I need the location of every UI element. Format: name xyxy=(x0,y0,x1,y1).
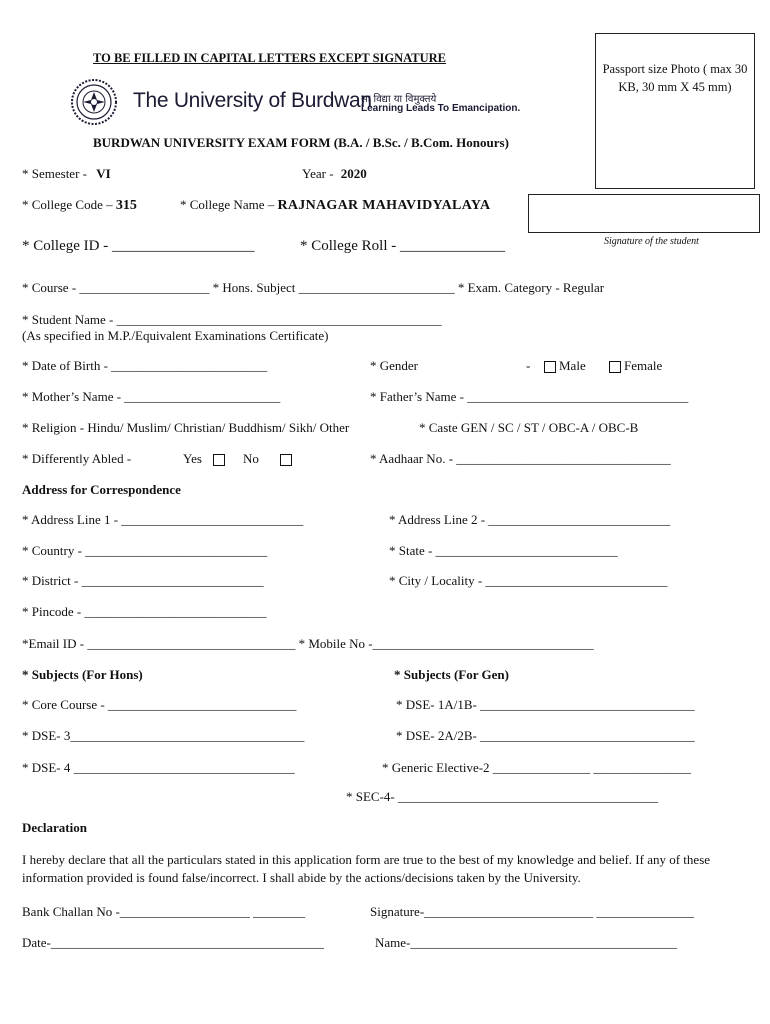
no-checkbox[interactable] xyxy=(280,454,292,466)
student-name-note: (As specified in M.P./Equivalent Examinations Certificate) xyxy=(22,328,329,343)
address-line-1-field[interactable]: * Address Line 1 - ____________________________ xyxy=(22,512,304,527)
college-id-field[interactable]: * College ID - ___________________ xyxy=(22,238,255,254)
student-name-field[interactable]: * Student Name - __________________________________________________ xyxy=(22,312,442,327)
form-title: BURDWAN UNIVERSITY EXAM FORM (B.A. / B.Sc. / B.Com. Honours) xyxy=(93,135,509,150)
university-motto-english: Learning Leads To Emancipation. xyxy=(361,103,521,114)
core-course-field[interactable]: * Core Course - _____________________________ xyxy=(22,697,297,712)
year-field[interactable] xyxy=(302,166,367,182)
college-code-field[interactable] xyxy=(22,197,137,214)
fathers-name-field[interactable]: * Father’s Name - __________________________________ xyxy=(370,389,689,404)
college-code-label: * College Code – xyxy=(22,197,113,212)
course-hons-category-line[interactable]: * Course - ____________________ * Hons. Subject ________________________ * Exam. Category - Regular xyxy=(22,280,605,295)
dse-2a-2b-field[interactable]: * DSE- 2A/2B- _________________________________ xyxy=(396,728,695,743)
date-of-birth-field[interactable]: * Date of Birth - ________________________ xyxy=(22,358,268,373)
address-line-2-field[interactable]: * Address Line 2 - ____________________________ xyxy=(389,512,671,527)
declaration-heading: Declaration xyxy=(22,820,87,835)
email-mobile-line[interactable]: *Email ID - ________________________________ * Mobile No -__________________________________ xyxy=(22,636,594,651)
sec-4-field[interactable]: * SEC-4- ________________________________________ xyxy=(346,789,658,804)
instruction-heading: TO BE FILLED IN CAPITAL LETTERS EXCEPT SIGNATURE xyxy=(93,51,446,65)
university-name: The University of Burdwan xyxy=(133,89,372,112)
college-name-value: RAJNAGAR MAHAVIDYALAYA xyxy=(277,198,491,213)
country-field[interactable]: * Country - ____________________________ xyxy=(22,543,268,558)
college-name-field[interactable] xyxy=(180,197,490,214)
male-label: Male xyxy=(559,358,586,373)
district-field[interactable]: * District - ____________________________ xyxy=(22,573,264,588)
college-name-label: * College Name – xyxy=(180,197,275,212)
semester-label: * Semester - xyxy=(22,166,87,181)
student-signature-box[interactable] xyxy=(528,194,760,233)
no-label: No xyxy=(243,451,259,466)
yes-label: Yes xyxy=(183,451,202,466)
dse-3-field[interactable]: * DSE- 3____________________________________ xyxy=(22,728,305,743)
city-locality-field[interactable]: * City / Locality - ____________________________ xyxy=(389,573,668,588)
female-label: Female xyxy=(624,358,663,373)
subjects-gen-heading: * Subjects (For Gen) xyxy=(394,667,509,682)
subjects-hons-heading: * Subjects (For Hons) xyxy=(22,667,143,682)
differently-abled-yes-option[interactable] xyxy=(183,451,228,467)
mothers-name-field[interactable]: * Mother’s Name - ________________________ xyxy=(22,389,281,404)
state-field[interactable]: * State - ____________________________ xyxy=(389,543,618,558)
university-seal-logo xyxy=(70,78,118,126)
differently-abled-no-option[interactable] xyxy=(243,451,295,467)
male-checkbox[interactable] xyxy=(544,361,556,373)
name-field[interactable]: Name-_________________________________________ xyxy=(375,935,677,950)
signature-field[interactable]: Signature-__________________________ _______________ xyxy=(370,904,694,919)
differently-abled-label: * Differently Abled - xyxy=(22,451,132,466)
generic-elective-2-field[interactable]: * Generic Elective-2 _______________ _______________ xyxy=(382,760,692,775)
semester-field[interactable] xyxy=(22,166,111,182)
caste-field[interactable]: * Caste GEN / SC / ST / OBC-A / OBC-B xyxy=(419,420,639,435)
year-value: 2020 xyxy=(340,166,367,181)
semester-value: VI xyxy=(96,166,111,181)
address-heading: Address for Correspondence xyxy=(22,482,181,497)
female-checkbox[interactable] xyxy=(609,361,621,373)
gender-label: * Gender xyxy=(370,358,419,373)
university-motto-hindi: सा विद्या या विमुक्तये xyxy=(361,94,437,105)
date-field[interactable]: Date-__________________________________________ xyxy=(22,935,324,950)
dse-1a-1b-field[interactable]: * DSE- 1A/1B- _________________________________ xyxy=(396,697,695,712)
aadhaar-field[interactable]: * Aadhaar No. - _________________________________ xyxy=(370,451,671,466)
pincode-field[interactable]: * Pincode - ____________________________ xyxy=(22,604,267,619)
signature-caption: Signature of the student xyxy=(604,236,699,247)
bank-challan-field[interactable]: Bank Challan No -____________________ ________ xyxy=(22,904,306,919)
gender-male-option[interactable] xyxy=(544,358,586,374)
college-roll-field[interactable]: * College Roll - ______________ xyxy=(300,238,505,254)
gender-dash: - xyxy=(526,358,531,373)
gender-female-option[interactable] xyxy=(609,358,662,374)
dse-4-field[interactable]: * DSE- 4 __________________________________ xyxy=(22,760,295,775)
college-code-value: 315 xyxy=(115,198,137,213)
passport-photo-box[interactable] xyxy=(595,33,755,189)
photo-instructions: Passport size Photo ( max 30 KB, 30 mm X 45 mm) xyxy=(602,62,748,94)
yes-checkbox[interactable] xyxy=(213,454,225,466)
year-label: Year - xyxy=(302,166,334,181)
religion-field[interactable]: * Religion - Hindu/ Muslim/ Christian/ Buddhism/ Sikh/ Other xyxy=(22,420,350,435)
declaration-text: I hereby declare that all the particulars stated in this application form are true to the best of my knowledge and belief. If any of these information provided is found false/incorrect. I shall abide by the actions/decisions taken by the University. xyxy=(22,852,711,885)
